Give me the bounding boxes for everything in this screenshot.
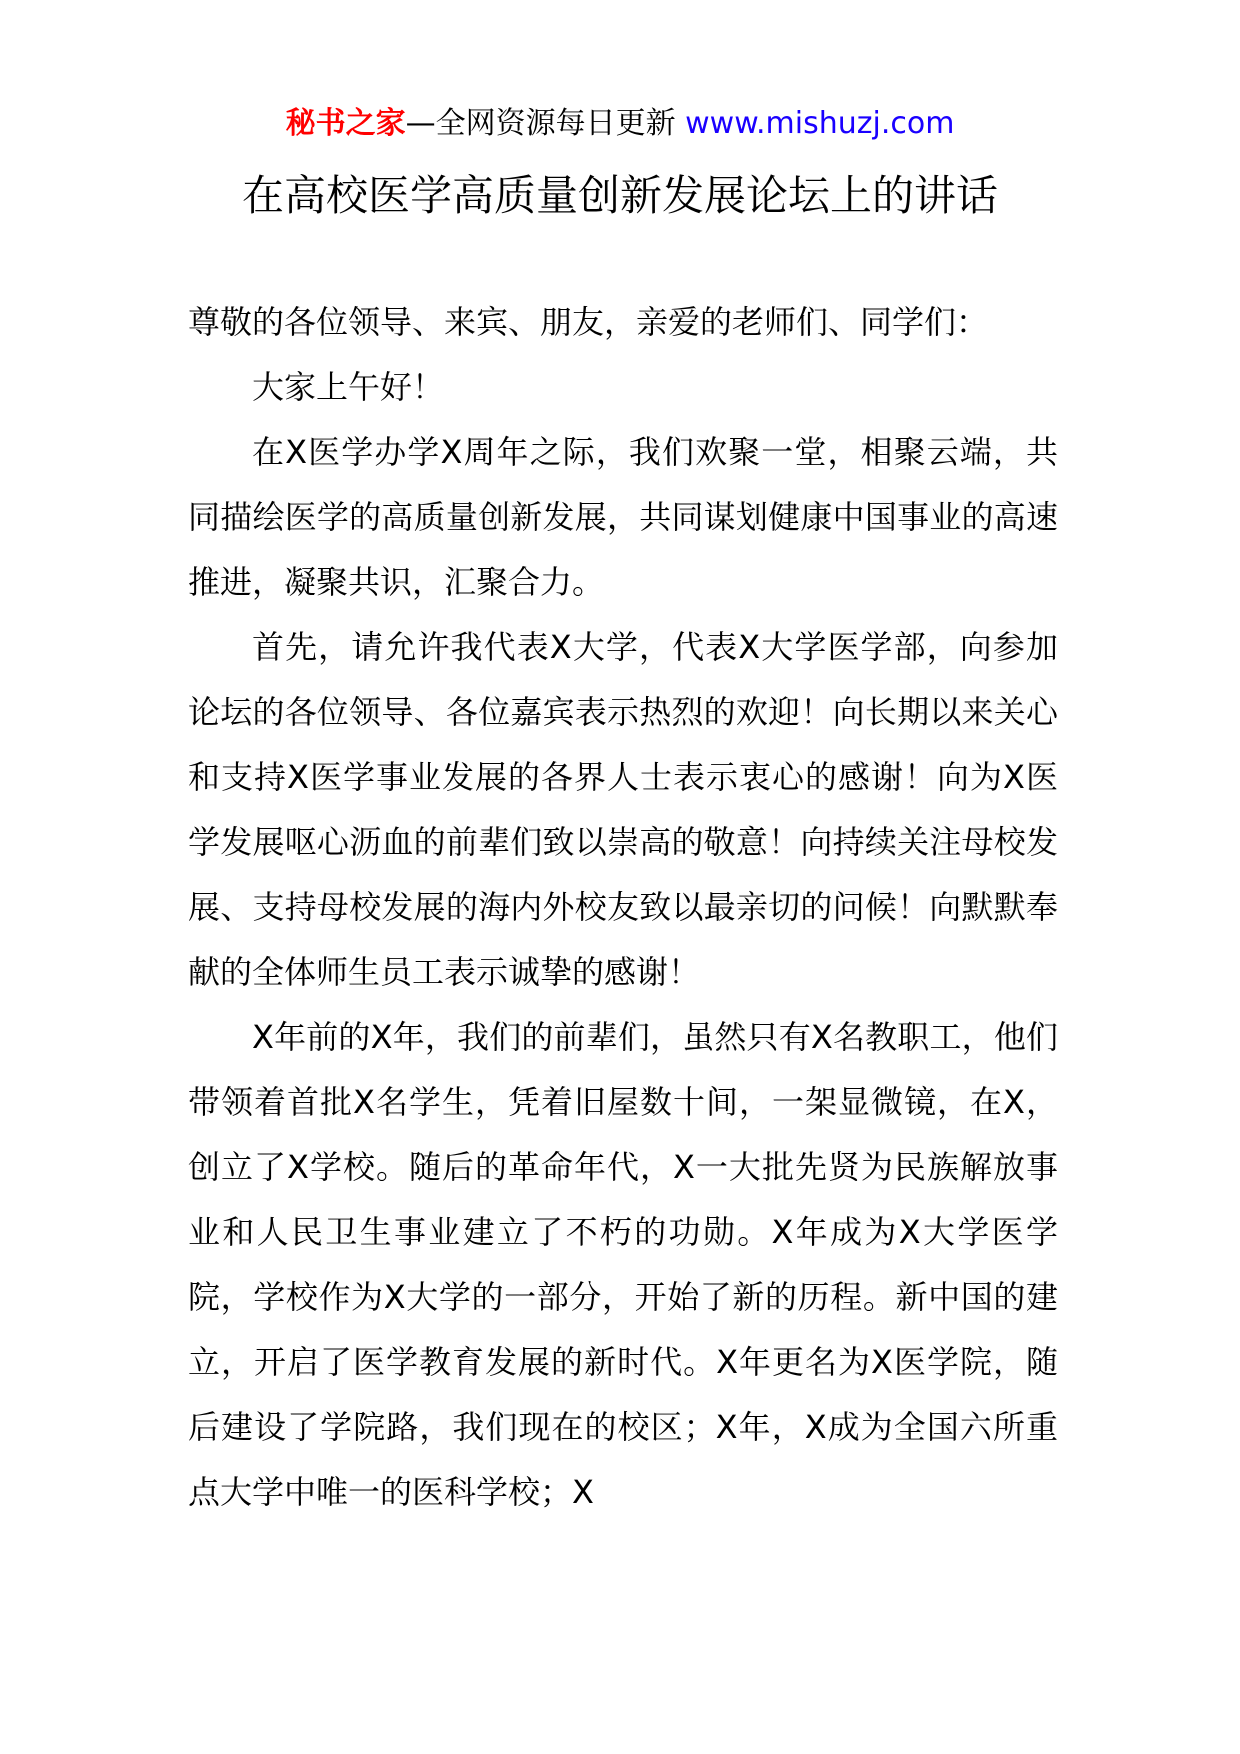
- document-body: [188, 290, 1058, 1525]
- site-url-link[interactable]: www.mishuzj.com: [685, 106, 955, 141]
- header-tagline: —全网资源每日更新: [405, 106, 676, 141]
- salutation: 尊敬的各位领导、来宾、朋友，亲爱的老师们、同学们：: [188, 303, 989, 341]
- paragraph: 首先，请允许我代表X大学，代表X大学医学部，向参加论坛的各位领导、各位嘉宾表示热烈的欢迎！向长期以来关心和支持X医学事业发展的各界人士表示衷心的感谢！向为X医学发展呕心沥血的前辈们致以崇高的敬意！向持续关注母校发展、支持母校发展的海内外校友致以最亲切的问候！向默默奉献的全体师生员工表示诚挚的感谢！: [188, 628, 1058, 991]
- paragraph: 在X医学办学X周年之际，我们欢聚一堂，相聚云端，共同描绘医学的高质量创新发展，共同谋划健康中国事业的高速推进，凝聚共识，汇聚合力。: [188, 433, 1058, 601]
- paragraph: X年前的X年，我们的前辈们，虽然只有X名教职工，他们带领着首批X名学生，凭着旧屋数十间，一架显微镜，在X，创立了X学校。随后的革命年代，X一大批先贤为民族解放事业和人民卫生事业建立了不朽的功勋。X年成为X大学医学院，学校作为X大学的一部分，开始了新的历程。新中国的建立，开启了医学教育发展的新时代。X年更名为X医学院，随后建设了学院路，我们现在的校区；X年，X成为全国六所重点大学中唯一的医科学校；X: [188, 1018, 1058, 1511]
- document-title: 在高校医学高质量创新发展论坛上的讲话: [241, 171, 998, 220]
- site-header: [0, 104, 1240, 144]
- paragraph: 大家上午好！: [252, 368, 445, 406]
- brand-name: 秘书之家: [285, 106, 406, 141]
